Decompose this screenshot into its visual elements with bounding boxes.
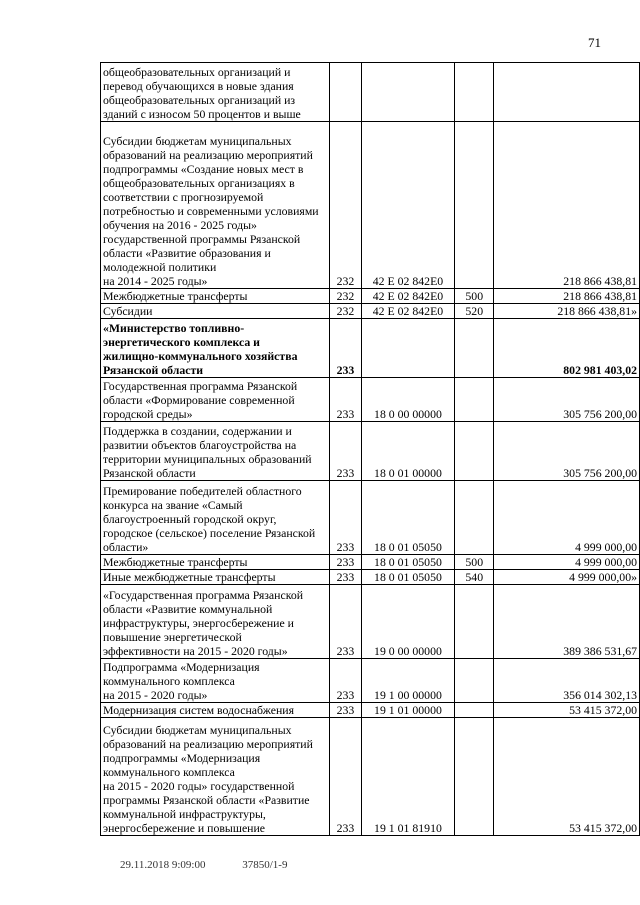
table-row <box>101 63 640 122</box>
row-ministry-code: 233 <box>330 319 361 378</box>
footer-datetime: 29.11.2018 9:09:00 <box>120 859 206 871</box>
row-target-article: 19 1 01 00000 <box>361 703 455 718</box>
row-expense-type: 540 <box>455 570 494 585</box>
row-amount: 218 866 438,81 <box>494 122 640 289</box>
row-amount: 4 999 000,00 <box>494 555 640 570</box>
row-ministry-code: 233 <box>330 659 361 703</box>
row-target-article <box>361 319 455 378</box>
row-amount: 218 866 438,81 <box>494 289 640 304</box>
row-description: Премирование победителей областного конкурса на звание «Самый благоустроенный городской округ, городское (сельское) поселение Рязанской области» <box>101 481 330 555</box>
row-description: Государственная программа Рязанской области «Формирование современной городской среды» <box>101 378 330 422</box>
row-ministry-code: 232 <box>330 304 361 319</box>
table-row <box>101 289 640 304</box>
row-amount: 53 415 372,00 <box>494 703 640 718</box>
row-ministry-code: 233 <box>330 718 361 836</box>
row-expense-type <box>455 585 494 659</box>
footer <box>120 859 321 871</box>
row-expense-type <box>455 422 494 481</box>
row-expense-type: 500 <box>455 289 494 304</box>
row-target-article: 42 Е 02 842Е0 <box>361 289 455 304</box>
row-expense-type <box>455 319 494 378</box>
row-description: Иные межбюджетные трансферты <box>101 570 330 585</box>
table-row <box>101 585 640 659</box>
table-row <box>101 659 640 703</box>
row-ministry-code: 233 <box>330 378 361 422</box>
row-ministry-code: 233 <box>330 555 361 570</box>
budget-table <box>100 62 640 836</box>
row-target-article: 42 Е 02 842Е0 <box>361 304 455 319</box>
row-expense-type <box>455 659 494 703</box>
row-target-article: 18 0 01 05050 <box>361 555 455 570</box>
row-expense-type <box>455 378 494 422</box>
table-row <box>101 319 640 378</box>
row-description: Межбюджетные трансферты <box>101 555 330 570</box>
row-description: Субсидии бюджетам муниципальных образований на реализацию мероприятий подпрограммы «Создание новых мест в общеобразовательных организациях в соответствии с прогнозируемой потребностью и современными условиями обучения на 2016 - 2025 годы» государственной программы Рязанской области «Развитие образования и молодежной политики на 2014 - 2025 годы» <box>101 122 330 289</box>
row-ministry-code: 232 <box>330 289 361 304</box>
row-target-article: 18 0 00 00000 <box>361 378 455 422</box>
row-expense-type <box>455 63 494 122</box>
table-row <box>101 570 640 585</box>
row-expense-type <box>455 481 494 555</box>
row-description: общеобразовательных организаций и перевод обучающихся в новые здания общеобразовательных организаций из зданий с износом 50 процентов и выше <box>101 63 330 122</box>
row-target-article: 19 1 01 81910 <box>361 718 455 836</box>
row-amount: 356 014 302,13 <box>494 659 640 703</box>
row-expense-type: 520 <box>455 304 494 319</box>
row-description: Субсидии бюджетам муниципальных образований на реализацию мероприятий подпрограммы «Модернизация коммунального комплекса на 2015 - 2020 годы» государственной программы Рязанской области «Развитие коммунальной инфраструктуры, энергосбережение и повышение <box>101 718 330 836</box>
row-amount: 305 756 200,00 <box>494 422 640 481</box>
table-row <box>101 304 640 319</box>
row-amount: 389 386 531,67 <box>494 585 640 659</box>
row-expense-type <box>455 703 494 718</box>
row-amount: 4 999 000,00 <box>494 481 640 555</box>
row-description: Модернизация систем водоснабжения <box>101 703 330 718</box>
table-row <box>101 703 640 718</box>
row-amount: 802 981 403,02 <box>494 319 640 378</box>
row-target-article: 19 1 00 00000 <box>361 659 455 703</box>
table-row <box>101 378 640 422</box>
row-ministry-code: 233 <box>330 422 361 481</box>
row-target-article: 42 Е 02 842Е0 <box>361 122 455 289</box>
row-amount: 218 866 438,81» <box>494 304 640 319</box>
row-amount: 4 999 000,00» <box>494 570 640 585</box>
row-target-article: 19 0 00 00000 <box>361 585 455 659</box>
row-target-article: 18 0 01 05050 <box>361 570 455 585</box>
table-row <box>101 555 640 570</box>
row-ministry-code: 233 <box>330 481 361 555</box>
row-ministry-code: 232 <box>330 122 361 289</box>
table-row <box>101 422 640 481</box>
row-target-article: 18 0 01 00000 <box>361 422 455 481</box>
page-number: 71 <box>588 35 601 50</box>
row-expense-type <box>455 718 494 836</box>
row-ministry-code: 233 <box>330 570 361 585</box>
row-expense-type: 500 <box>455 555 494 570</box>
table-row <box>101 481 640 555</box>
table-row <box>101 718 640 836</box>
row-amount: 53 415 372,00 <box>494 718 640 836</box>
row-ministry-code: 233 <box>330 703 361 718</box>
row-target-article <box>361 63 455 122</box>
row-description: «Министерство топливно- энергетического комплекса и жилищно-коммунального хозяйства Рязанской области <box>101 319 330 378</box>
row-ministry-code <box>330 63 361 122</box>
row-description: Межбюджетные трансферты <box>101 289 330 304</box>
footer-doc-code: 37850/1-9 <box>242 859 288 871</box>
row-ministry-code: 233 <box>330 585 361 659</box>
row-amount <box>494 63 640 122</box>
row-expense-type <box>455 122 494 289</box>
row-description: Поддержка в создании, содержании и развитии объектов благоустройства на территории муниципальных образований Рязанской области <box>101 422 330 481</box>
row-amount: 305 756 200,00 <box>494 378 640 422</box>
table-row <box>101 122 640 289</box>
row-target-article: 18 0 01 05050 <box>361 481 455 555</box>
row-description: Субсидии <box>101 304 330 319</box>
row-description: Подпрограмма «Модернизация коммунального комплекса на 2015 - 2020 годы» <box>101 659 330 703</box>
row-description: «Государственная программа Рязанской области «Развитие коммунальной инфраструктуры, энергосбережение и повышение энергетической эффективности на 2015 - 2020 годы» <box>101 585 330 659</box>
